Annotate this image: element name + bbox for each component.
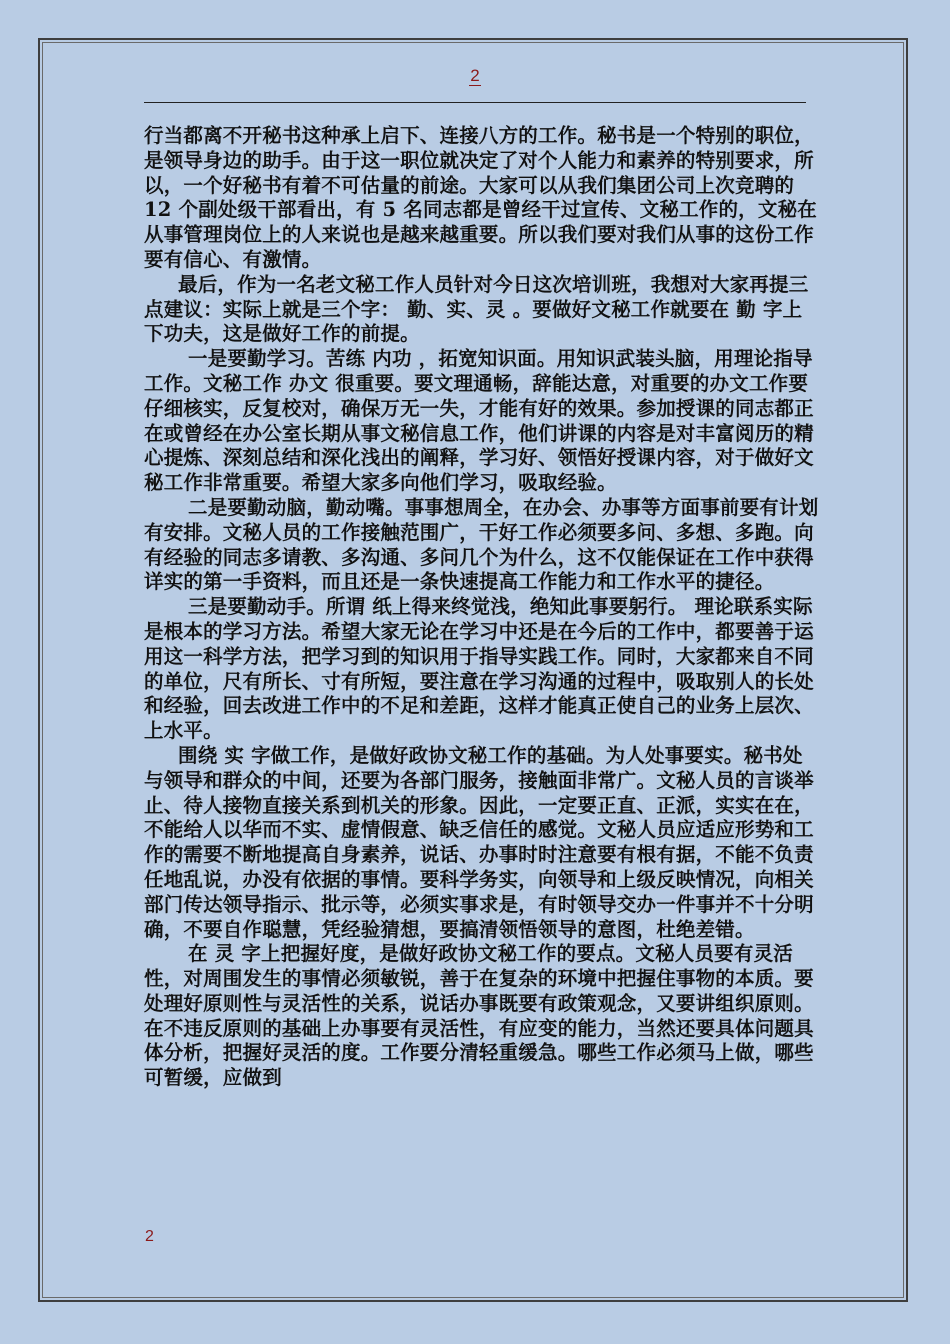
- document-body: [144, 124, 820, 1091]
- paragraph: 二是要勤动脑，勤动嘴。事事想周全，在办会、办事等方面事前要有计划有安排。文秘人员的工作接触范围广，干好工作必须要多问、多想、多跑。向有经验的同志多请教、多沟通、多问几个为什么，这不仅能保证在工作中获得详实的第一手资料，而且还是一条快速提高工作能力和工作水平的捷径。: [144, 495, 819, 594]
- paragraph: 一是要勤学习。苦练 内功 ，拓宽知识面。用知识武装头脑，用理论指导工作。文秘工作 办文 很重要。要文理通畅，辞能达意，对重要的办文工作要仔细核实，反复校对，确保万无一失，才能有好的效果。参加授课的同志都正在或曾经在办公室长期从事文秘信息工作，他们讲课的内容是对丰富阅历的精心提炼、深刻总结和深化浅出的阐释，学习好、领悟好授课内容，对于做好文秘工作非常重要。希望大家多向他们学习，吸取经验。: [144, 347, 814, 495]
- header-rule: [144, 102, 806, 103]
- paragraph: 最后，作为一名老文秘工作人员针对今日这次培训班，我想对大家再提三点建议：实际上就是三个字： 勤、实、灵 。要做好文秘工作就要在 勤 字上下功夫，这是做好工作的前提。: [144, 272, 809, 346]
- paragraph: 三是要勤动手。所谓 纸上得来终觉浅，绝知此事要躬行。 理论联系实际是根本的学习方法。希望大家无论在学习中还是在今后的工作中，都要善于运用这一科学方法，把学习到的知识用于指导实践工作。同时，大家都来自不同的单位，尺有所长、寸有所短，要注意在学习沟通的过程中，吸取别人的长处和经验，回去改进工作中的不足和差距，这样才能真正使自己的业务上层次、上水平。: [144, 595, 814, 743]
- paragraph: 在 灵 字上把握好度，是做好政协文秘工作的要点。文秘人员要有灵活性，对周围发生的事情必须敏锐，善于在复杂的环境中把握住事物的本质。要处理好原则性与灵活性的关系，说话办事既要有政策观念，又要讲组织原则。在不违反原则的基础上办事要有灵活性，有应变的能力，当然还要具体问题具体分析，把握好灵活的度。工作要分清轻重缓急。哪些工作必须马上做，哪些可暂缓，应做到: [144, 942, 814, 1090]
- footer-page-number: 2: [145, 1228, 154, 1245]
- header-page-number: 2: [470, 66, 480, 85]
- paragraph: 行当都离不开秘书这种承上启下、连接八方的工作。秘书是一个特别的职位，是领导身边的助手。由于这一职位就决定了对个人能力和素养的特别要求，所以，一个好秘书有着不可估量的前途。大家可以从我们集团公司上次竞聘的 12 个副处级干部看出，有 5 名同志都是曾经干过宣传、文秘工作的，文秘在从事管理岗位上的人来说也是越来越重要。所以我们要对我们从事的这份工作要有信心、有激情。: [144, 124, 817, 271]
- paragraph: 围绕 实 字做工作，是做好政协文秘工作的基础。为人处事要实。秘书处与领导和群众的中间，还要为各部门服务，接触面非常广。文秘人员的言谈举止、待人接物直接关系到机关的形象。因此，一定要正直、正派，实实在在，不能给人以华而不实、虚情假意、缺乏信任的感觉。文秘人员应适应形势和工作的需要不断地提高自身素养，说话、办事时时注意要有根有据，不能不负责任地乱说，办没有依据的事情。要科学务实，向领导和上级反映情况，向相关部门传达领导指示、批示等，必须实事求是，有时领导交办一件事并不十分明确，不要自作聪慧，凭经验猜想，要搞清领悟领导的意图，杜绝差错。: [144, 743, 814, 941]
